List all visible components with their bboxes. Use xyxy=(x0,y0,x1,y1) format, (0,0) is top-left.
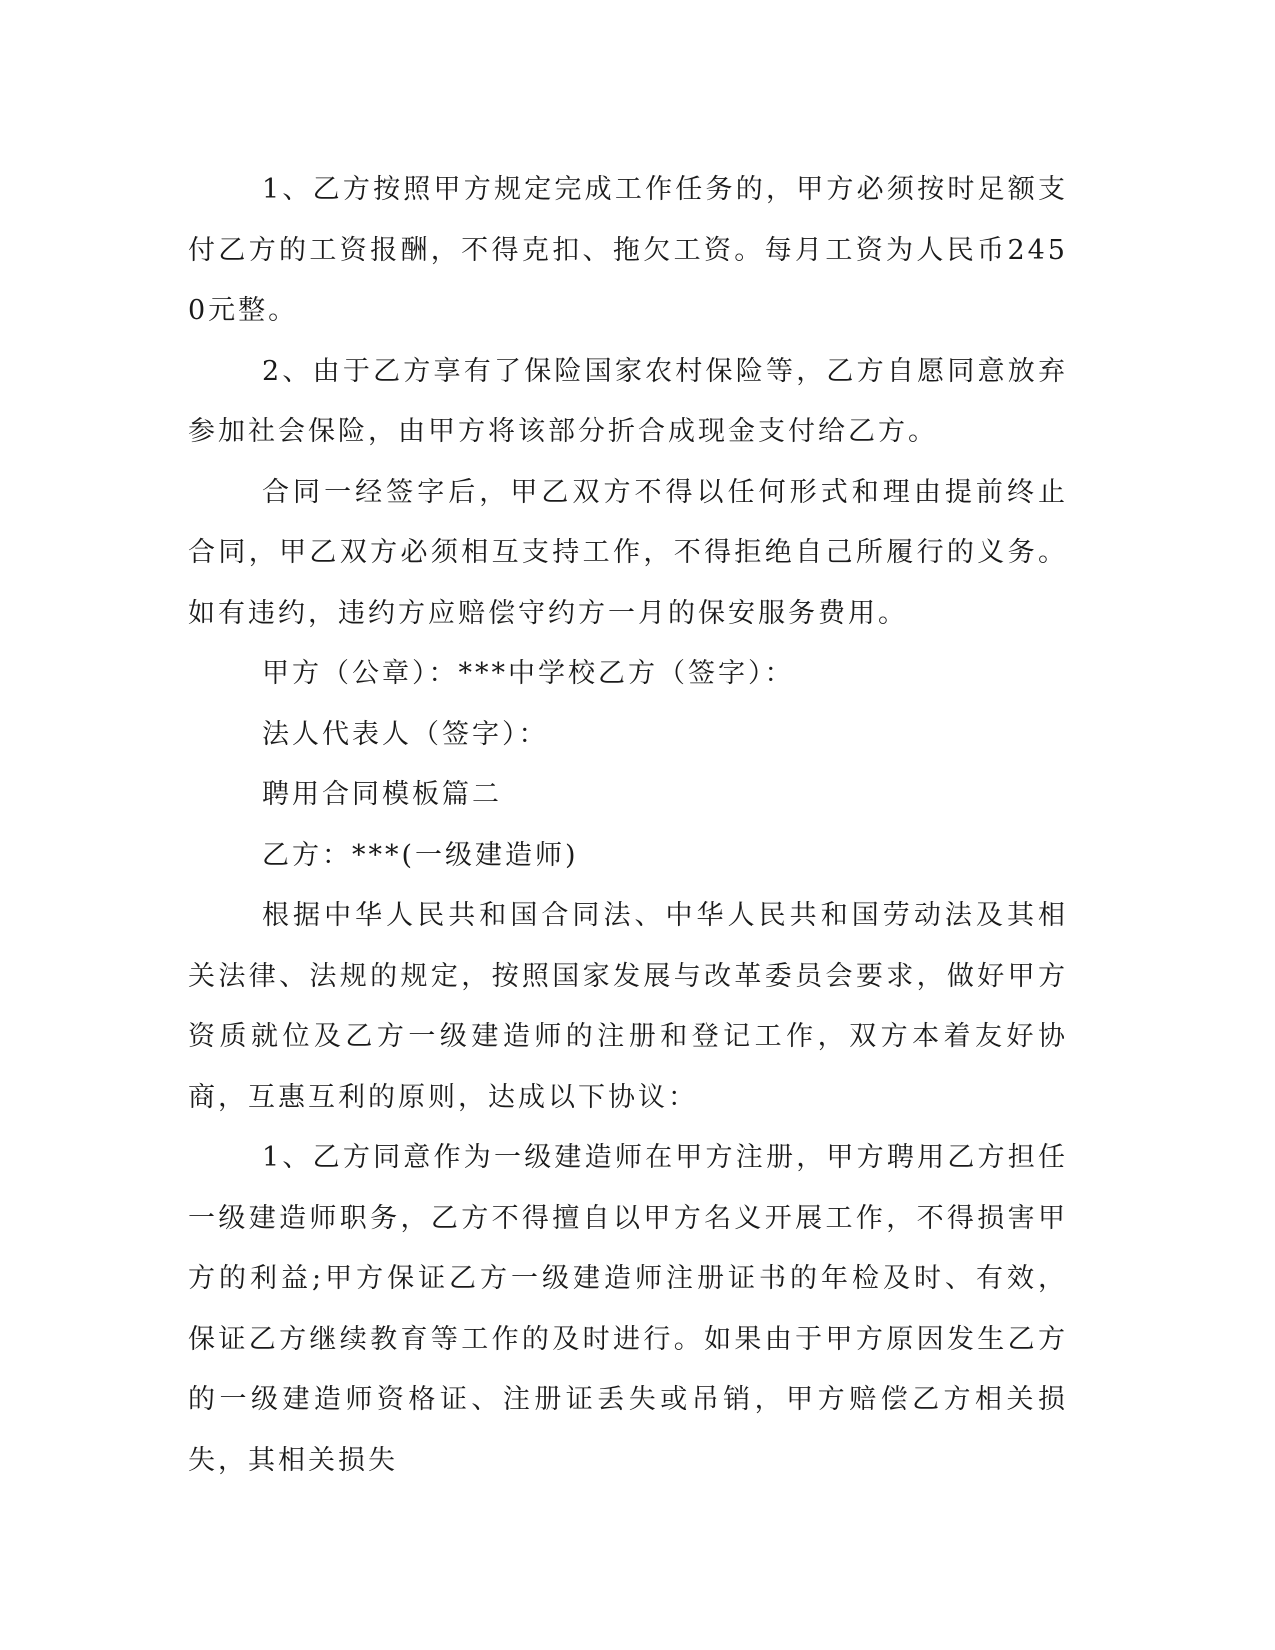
signature-line-parties: 甲方（公章）：***中学校乙方（签字）： xyxy=(262,658,795,689)
paragraph-salary-clause: 1、乙方按照甲方规定完成工作任务的，甲方必须按时足额支付乙方的工资报酬，不得克扣、拖欠工资。每月工资为人民币2450元整。 xyxy=(188,174,1068,326)
party-b-line: 乙方：***(一级建造师) xyxy=(262,839,579,871)
paragraph-registration-clause: 1、乙方同意作为一级建造师在甲方注册，甲方聘用乙方担任一级建造师职务，乙方不得擅自以甲方名义开展工作，不得损害甲方的利益;甲方保证乙方一级建造师注册证书的年检及时、有效，保证乙方继续教育等工作的及时进行。如果由于甲方原因发生乙方的一级建造师资格证、注册证丢失或吊销，甲方赔偿乙方相关损失，其相关损失 xyxy=(188,1142,1068,1476)
paragraph-termination-clause: 合同一经签字后，甲乙双方不得以任何形式和理由提前终止合同，甲乙双方必须相互支持工作，不得拒绝自己所履行的义务。如有违约，违约方应赔偿守约方一月的保安服务费用。 xyxy=(188,476,1068,629)
signature-line-legal-representative: 法人代表人（签字）： xyxy=(262,718,549,750)
section-heading: 聘用合同模板篇二 xyxy=(262,779,502,810)
paragraph-insurance-clause: 2、由于乙方享有了保险国家农村保险等，乙方自愿同意放弃参加社会保险，由甲方将该部分折合成现金支付给乙方。 xyxy=(188,355,1068,447)
paragraph-preamble: 根据中华人民共和国合同法、中华人民共和国劳动法及其相关法律、法规的规定，按照国家发展与改革委员会要求，做好甲方资质就位及乙方一级建造师的注册和登记工作，双方本着友好协商，互惠互利的原则，达成以下协议： xyxy=(188,900,1068,1113)
document-body xyxy=(188,160,1068,1491)
